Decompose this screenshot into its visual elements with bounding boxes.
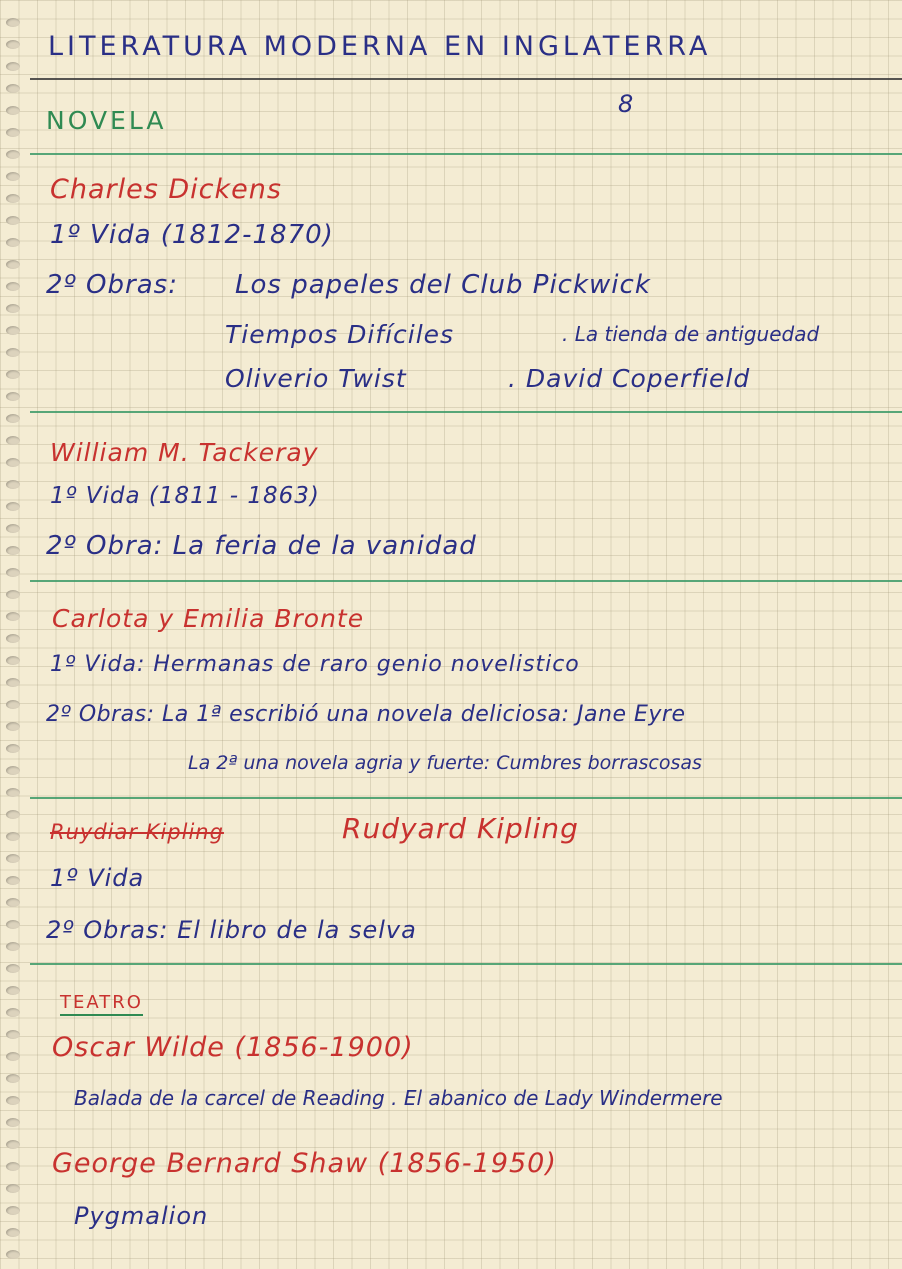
binding-hole <box>6 590 20 599</box>
title-rule <box>30 78 902 80</box>
binding-hole <box>6 414 20 423</box>
section-heading-novela: NOVELA <box>46 106 167 135</box>
binding-hole <box>6 1030 20 1039</box>
binding-hole <box>6 634 20 643</box>
section-rule <box>30 153 902 155</box>
binding-hole <box>6 238 20 247</box>
binding-hole <box>6 854 20 863</box>
binding-hole <box>6 788 20 797</box>
binding-hole <box>6 1074 20 1083</box>
binding-hole <box>6 370 20 379</box>
binding-hole <box>6 1206 20 1215</box>
binding-hole <box>6 810 20 819</box>
binding-hole <box>6 986 20 995</box>
thackeray-vida: 1º Vida (1811 - 1863) <box>50 483 320 509</box>
binding-hole <box>6 524 20 533</box>
binding-hole <box>6 172 20 181</box>
author-name-dickens: Charles Dickens <box>50 174 282 205</box>
binding-hole <box>6 502 20 511</box>
dickens-obra-oliverio: Oliverio Twist <box>225 364 407 393</box>
binding-hole <box>6 62 20 71</box>
binding-hole <box>6 1008 20 1017</box>
binding-hole <box>6 458 20 467</box>
bronte-vida: 1º Vida: Hermanas de raro genio novelistico <box>50 652 580 677</box>
binding-hole <box>6 1052 20 1061</box>
author-name-kipling: Rudyard Kipling <box>342 812 579 845</box>
bronte-obras-line1: 2º Obras: La 1ª escribió una novela deliciosa: Jane Eyre <box>46 702 686 727</box>
section-rule <box>30 797 902 799</box>
binding-hole <box>6 942 20 951</box>
author-name-bronte: Carlota y Emilia Bronte <box>52 604 365 633</box>
bronte-obras-line2: La 2ª una novela agria y fuerte: Cumbres borrascosas <box>188 752 702 774</box>
page-title: LITERATURA MODERNA EN INGLATERRA <box>48 31 712 62</box>
binding-hole <box>6 1162 20 1171</box>
binding-hole <box>6 260 20 269</box>
binding-hole <box>6 568 20 577</box>
crossed-out-name: Ruydiar Kipling <box>50 820 224 844</box>
binding-hole <box>6 348 20 357</box>
binding-hole <box>6 106 20 115</box>
binding-hole <box>6 1250 20 1259</box>
thackeray-obras: 2º Obra: La feria de la vanidad <box>46 531 477 561</box>
binding-hole <box>6 920 20 929</box>
binding-hole <box>6 898 20 907</box>
author-name-shaw: George Bernard Shaw (1856-1950) <box>52 1148 557 1179</box>
dickens-obras-label: 2º Obras: <box>46 270 178 300</box>
spiral-binding-holes <box>0 0 30 1269</box>
section-rule <box>30 963 902 965</box>
dickens-obra-david: . David Coperfield <box>508 364 751 393</box>
binding-hole <box>6 326 20 335</box>
binding-hole <box>6 1184 20 1193</box>
author-name-wilde: Oscar Wilde (1856-1900) <box>52 1032 414 1063</box>
section-heading-teatro: TEATRO <box>60 994 143 1016</box>
dickens-obra-tiempos: Tiempos Difíciles <box>225 320 455 349</box>
kipling-obras: 2º Obras: El libro de la selva <box>46 916 417 944</box>
binding-hole <box>6 678 20 687</box>
binding-hole <box>6 612 20 621</box>
binding-hole <box>6 744 20 753</box>
binding-hole <box>6 722 20 731</box>
page-number: 8 <box>618 90 635 118</box>
dickens-vida: 1º Vida (1812-1870) <box>50 220 334 250</box>
binding-hole <box>6 194 20 203</box>
binding-hole <box>6 1140 20 1149</box>
author-name-thackeray: William M. Tackeray <box>50 438 319 467</box>
shaw-obras: Pygmalion <box>74 1202 209 1230</box>
binding-hole <box>6 436 20 445</box>
binding-hole <box>6 84 20 93</box>
binding-hole <box>6 40 20 49</box>
dickens-obra-tienda: . La tienda de antiguedad <box>562 322 820 346</box>
section-rule <box>30 411 902 413</box>
binding-hole <box>6 1096 20 1105</box>
wilde-obras: Balada de la carcel de Reading . El abanico de Lady Windermere <box>74 1086 723 1110</box>
binding-hole <box>6 150 20 159</box>
kipling-vida: 1º Vida <box>50 864 145 892</box>
binding-hole <box>6 1228 20 1237</box>
binding-hole <box>6 480 20 489</box>
binding-hole <box>6 656 20 665</box>
binding-hole <box>6 766 20 775</box>
dickens-obra-pickwick: Los papeles del Club Pickwick <box>235 270 651 300</box>
binding-hole <box>6 1118 20 1127</box>
binding-hole <box>6 546 20 555</box>
binding-hole <box>6 700 20 709</box>
binding-hole <box>6 304 20 313</box>
binding-hole <box>6 876 20 885</box>
binding-hole <box>6 128 20 137</box>
binding-hole <box>6 18 20 27</box>
section-rule <box>30 580 902 582</box>
binding-hole <box>6 964 20 973</box>
binding-hole <box>6 216 20 225</box>
binding-hole <box>6 832 20 841</box>
binding-hole <box>6 282 20 291</box>
binding-hole <box>6 392 20 401</box>
